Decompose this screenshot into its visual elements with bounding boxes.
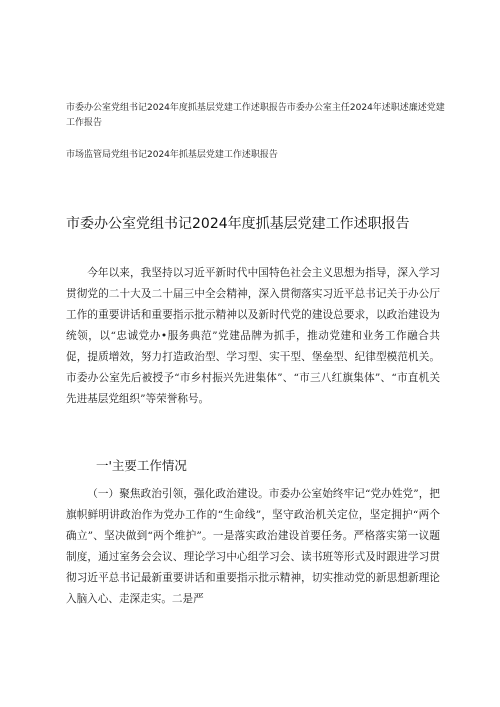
- section-heading-main-work: 一'主要工作情况: [96, 458, 187, 473]
- body-paragraph-2: （一）聚焦政治引领，强化政治建设。市委办公室始终牢记“党办姓党”，把旗帜鲜明讲政治作为党办工作的“生命线”，坚守政治机关定位，坚定拥护“两个确立”、坚决做到“两个维护”。一是落实政治建设首要任务。严格落实第一议题制度，通过室务会会议、理论学习中心组学习会、读书班等形式及时跟进学习贯彻习近平总书记最新重要讲话和重要指示批示精神，切实推动党的新思想新理论入脑入心、走深走实。二是严: [66, 488, 440, 605]
- document-title: 市委办公室党组书记2024年度抓基层党建工作述职报告: [66, 216, 410, 232]
- body-paragraph-1: 今年以来，我坚持以习近平新时代中国特色社会主义思想为指导，深入学习贯彻党的二十大及二十届三中全会精神，深入贯彻落实习近平总书记关于办公厅工作的重要讲话和重要指示批示精神以及新时代党的建设总要求，以政治建设为统领，以“忠诚党办•服务典范”党建品牌为抓手，推动党建和业务工作融合共促，提质增效，努力打造政治型、学习型、实干型、堡垒型、纪律型模范机关。市委办公室先后被授予“市乡村振兴先进集体”、“市三八红旗集体”、“市直机关先进基层党组织”等荣誉称号。: [66, 267, 440, 405]
- toc-entry-1[interactable]: 市委办公室党组书记2024年度抓基层党建工作述职报告市委办公室主任2024年述职述廉述党建工作报告: [66, 103, 445, 128]
- toc-entry-2[interactable]: 市场监管局党组书记2024年抓基层党建工作述职报告: [66, 150, 278, 160]
